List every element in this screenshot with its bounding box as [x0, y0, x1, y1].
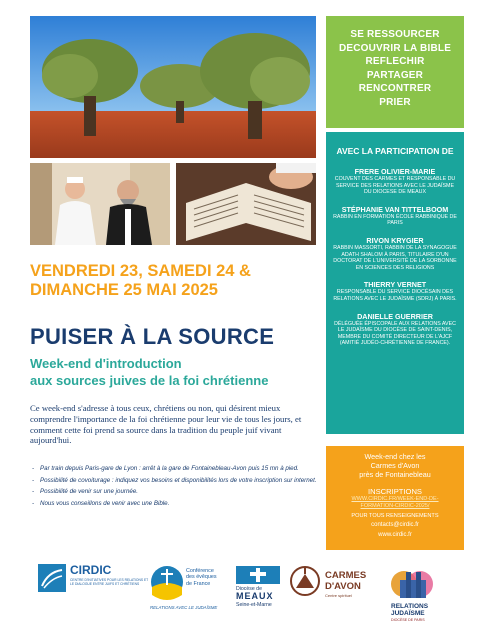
cirdic-logo-icon	[38, 564, 66, 592]
meeting-photo	[30, 163, 170, 245]
meaux-logo-line: Diocèse de	[236, 586, 262, 592]
cef-logo-tagline: RELATIONS AVEC LE JUDAÏSME	[150, 605, 218, 610]
scripture-book-photo	[176, 163, 316, 245]
venue-line: près de Fontainebleau	[359, 470, 431, 479]
registration-link[interactable]	[326, 496, 464, 510]
subtitle-line: aux sources juives de la foi chrétienne	[30, 373, 269, 388]
contact-email[interactable]: contacts@cirdic.fr	[371, 522, 419, 528]
dates-line: VENDREDI 23, SAMEDI 24 &	[30, 262, 251, 280]
participant-description: DÉLÉGUÉE ÉPISCOPALE AUX RELATIONS AVEC LE JUDAÏSME DU DIOCÈSE DE SAINT-DENIS, MEMBRE DU COMITÉ DIRECTEUR DE L'AJCF (AMITIÉ JUDÉO-CHRÉTIENNE DE FRANCE).	[334, 320, 456, 347]
event-dates	[30, 262, 320, 300]
participants-box	[326, 132, 464, 434]
meaux-logo-name: MEAUX	[236, 591, 274, 601]
participant	[332, 312, 458, 347]
rj-logo-line: JUDAÏSME	[391, 610, 425, 617]
cef-logo-line: Conférence	[186, 568, 214, 574]
meaux-logo-icon	[236, 566, 280, 584]
meaux-logo-line: Seine-et-Marne	[236, 602, 272, 608]
website-link[interactable]: www.cirdic.fr	[378, 532, 412, 538]
list-item: - Par train depuis Paris-gare de Lyon : arrêt à la gare de Fontainebleau-Avon puis 15 mn à pied.	[30, 465, 320, 474]
theme-item: PRIER	[379, 96, 411, 108]
inscriptions-heading: INSCRIPTIONS	[367, 487, 422, 496]
participant	[332, 167, 458, 196]
carmes-logo-tagline: Centre spirituel	[325, 593, 352, 598]
participant-name: RIVON KRYGIER	[366, 235, 424, 245]
participant	[332, 236, 458, 271]
cef-logo-text	[186, 568, 217, 587]
cef-logo-line: des évêques	[186, 574, 217, 581]
participant-name: FRERE OLIVIER-MARIE	[354, 167, 436, 176]
venue-line: Carmes d'Avon	[370, 461, 420, 470]
olive-grove-photo	[30, 16, 316, 158]
relations-judaisme-logo-icon	[390, 566, 436, 602]
participant-description: RESPONSABLE DU SERVICE DIOCÉSAIN DES RELATIONS AVEC LE JUDAÏSME (SDRJ) À PARIS.	[333, 289, 457, 302]
info-label: POUR TOUS RENSEIGNEMENTS	[351, 513, 439, 519]
theme-item: SE RESSOURCER	[350, 29, 440, 40]
dates-line: DIMANCHE 25 MAI 2025	[30, 281, 218, 299]
participant	[332, 205, 458, 227]
theme-item: DECOUVRIR LA BIBLE	[338, 42, 452, 54]
participant-description: COUVENT DES CARMES ET RESPONSABLE DU SERVICE DES RELATIONS AVEC LE JUDAÏSME DU DIOCESE DE MEAUX	[334, 176, 456, 196]
participant-description: RABBIN EN FORMATION ÉCOLE RABBINIQUE DE PARIS	[333, 213, 457, 227]
subtitle	[30, 355, 320, 389]
registration-link-line: WWW.CIRDIC.FR/WEEK-END-DE-	[351, 496, 439, 502]
participant	[332, 280, 458, 302]
practical-info-list	[30, 465, 320, 511]
participant-name: DANIELLE GUERRIER	[357, 311, 433, 321]
cef-logo-icon	[150, 565, 184, 603]
relations-judaisme-logo-tagline: DIOCÈSE DE PARIS	[391, 618, 425, 622]
participant-description: RABBIN MASSORTI, RABBIN DE LA SYNAGOGUE ADATH SHALOM À PARIS, TITULAIRE D'UN DOCTORAT DE L'UNIVERSITÉ DE LA SORBONNE EN SCIENCES DES RELIGIONS	[333, 244, 457, 271]
carmes-logo-name	[325, 570, 366, 592]
subtitle-line: Week-end d'introduction	[30, 356, 182, 371]
cirdic-logo-tagline: CENTRE D'INITIATIVES POUR LES RELATIONS ET LE DIALOGUE ENTRE JUIFS ET CHRÉTIENS	[70, 578, 149, 586]
cef-logo-line: de France	[186, 580, 211, 587]
main-title: PUISER À LA SOURCE	[30, 324, 275, 349]
cirdic-logo-name: CIRDIC	[70, 563, 112, 577]
carmes-logo-line: CARMES	[325, 570, 367, 581]
rj-logo-line: RELATIONS	[391, 603, 429, 610]
themes-box	[326, 16, 464, 128]
participation-heading: AVEC LA PARTICIPATION DE	[336, 146, 454, 156]
list-item: - Possibilité de covoiturage : indiquez vos besoins et disponibilités lors de votre inscription sur internet.	[30, 477, 320, 486]
carmes-logo-icon	[290, 566, 320, 596]
relations-judaisme-logo-name	[391, 603, 428, 617]
theme-item: REFLECHIR	[365, 56, 425, 67]
participant-name: THIERRY VERNET	[363, 280, 427, 290]
theme-item: RENCONTRER	[358, 83, 432, 94]
theme-item: PARTAGER	[366, 69, 424, 81]
description-paragraph: Ce week-end s'adresse à tous ceux, chrétiens ou non, qui désirent mieux comprendre l'importance de la foi chrétienne pour leur vie de tous les jours, et comment cette foi prend sa source dans la tradition du peuple juif vivant aujourd'hui.	[30, 403, 302, 446]
carmes-logo-line: D'AVON	[325, 581, 361, 592]
registration-link-line: FORMATION-CIRDIC-2025/	[360, 503, 430, 509]
list-item: - Possibilité de venir sur une journée.	[30, 488, 320, 497]
info-box	[326, 446, 464, 550]
participant-name: STÉPHANIE VAN TITTELBOOM	[341, 204, 449, 214]
venue-line: Week-end chez les	[364, 452, 426, 461]
list-item: - Nous vous conseillons de venir avec une Bible.	[30, 500, 320, 509]
